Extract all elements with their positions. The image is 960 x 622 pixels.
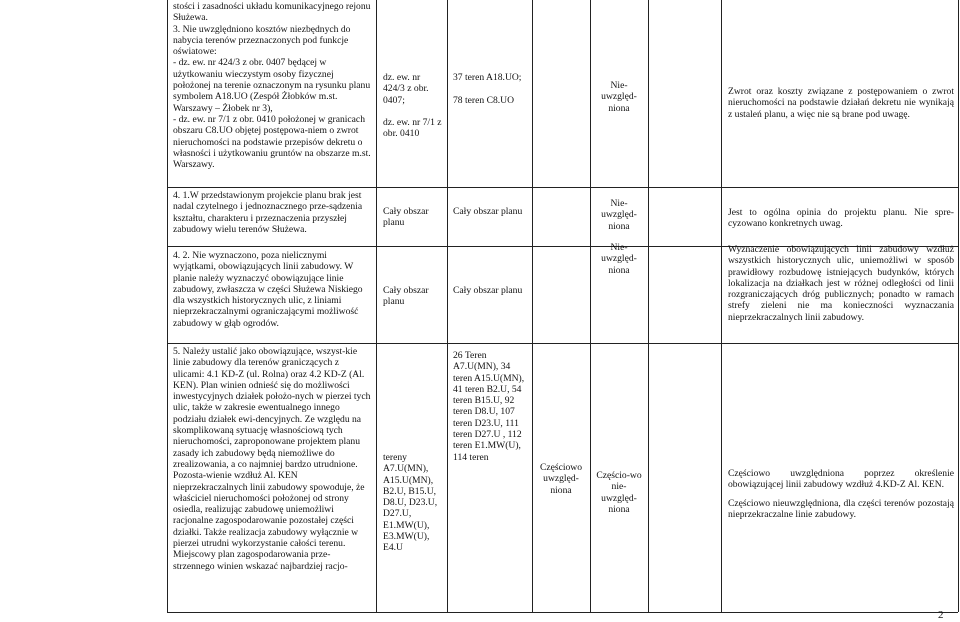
council-decision-2: Nie-uwzględ-niona xyxy=(601,198,637,232)
council-decision-1: Nie-uwzględ-niona xyxy=(601,80,637,114)
remarks-4b: Częściowo nieuwzględniona, dla części terenów pozostają nieprzekraczalne linie zabudowy. xyxy=(728,498,954,521)
column-divider xyxy=(167,0,168,612)
council-decision-4: Częścio-wo nie-uwzględ-niona xyxy=(596,470,642,515)
row-divider xyxy=(167,612,958,613)
remarks-3: Wyznaczenie obowiązujących linii zabudowy wzdłuż wszystkich historycznych ulic, uniemożliwi w sposób prawidłowy rozbudowę istniejących budynków, których lokalizacja na działkach jest w różnej odległości od linii rozgraniczających dróg publicznych; ponadto w ramach strefy zieleni nie ma konieczności wyznaczania nieprzekraczalnych linii zabudowy. xyxy=(728,244,954,323)
column-divider xyxy=(648,0,649,612)
column-divider xyxy=(376,0,377,612)
parcel-ref-3: Cały obszar planu xyxy=(383,285,429,308)
comment-text-2: 4. 1.W przedstawionym projekcie planu brak jest nadal czytelnego i jednoznacznego prze-sądzenia kształtu, charakteru i przeznaczenia przyszłej zabudowy wielu terenów Służewa. xyxy=(173,190,363,235)
comment-text-3: 4. 2. Nie wyznaczono, poza nielicznymi wyjątkami, obowiązujących linii zabudowy. W planie należy wyznaczyć obowiązujące linie zabudowy, zwłaszcza w części Służewa Niskiego dla wszystkich historycznych ulic, z liniami nieprzekraczalnymi ograniczającymi możliwość zabudowy w głąb ogrodów. xyxy=(173,250,363,329)
column-divider xyxy=(721,0,722,612)
row-divider xyxy=(167,343,958,344)
parcel-ref-1: dz. ew. nr 424/3 z obr. 0407; dz. ew. nr 7/1 z obr. 0410 xyxy=(383,72,442,140)
parcel-ref-2: Cały obszar planu xyxy=(383,206,429,229)
column-divider xyxy=(532,0,533,612)
plan-area-2: Cały obszar planu xyxy=(453,206,523,217)
comment-text-4: 5. Należy ustalić jako obowiązujące, wszyst-kie linie zabudowy dla terenów graniczących z ulicami: 4.1 KD-Z (ul. Rolna) oraz 4.2 KD-Z (Al. KEN). Plan winien odnieść się do możliwości inwestycyjnych działek położo-nych w pierzei tych ulic, także w zakresie ewentualnego innego podziału działek ewi-dencyjnych. Ze względu na skomplikowaną sytuację własnościową tych nieruchomości, zaproponowane projektem planu zasady ich zabudowy będą niemożliwe do zrealizowania, a co najmniej bardzo utrudnione. Pozosta-wienie wzdłuż Al. KEN nieprzekraczalnych linii zabudowy spowoduje, że właściciel nieruchomości położonej od strony osiedla, realizując zabudowę uniemożliwi racjonalne zagospodarowanie pozostałej części działki. Także realizacja zabudowy wyłącznie w pierzei utrudni wykorzystanie całości terenu. Miejscowy plan zagospodarowania prze-strzennego winien wskazać najbardziej racjo- xyxy=(173,346,371,572)
remarks-4a: Częściowo uwzględniona poprzez określenie obowiązującej linii zabudowy wzdłuż 4.KD-Z Al. KEN. xyxy=(728,468,954,491)
plan-area-4: 26 Teren A7.U(MN), 34 teren A15.U(MN), 41 teren B2.U, 54 teren B15.U, 92 teren D8.U, 107 teren D23.U, 111 teren D27.U , 112 teren E1.MW(U), 114 teren xyxy=(453,350,525,463)
row-divider xyxy=(167,187,958,188)
column-divider xyxy=(590,0,591,612)
page-number: 2 xyxy=(938,609,944,621)
remarks-2: Jest to ogólna opinia do projektu planu. Nie spre-cyzowano konkretnych uwag. xyxy=(728,207,954,230)
remarks-1: Zwrot oraz koszty związane z postępowaniem o zwrot nieruchomości na podstawie działań dekretu nie wynikają z ustaleń planu, a więc nie są brane pod uwagę. xyxy=(728,86,954,120)
mayor-decision-4: Częściowo uwzględ-niona xyxy=(539,462,583,496)
column-divider xyxy=(447,0,448,612)
plan-area-1: 37 teren A18.UO; 78 teren C8.UO xyxy=(453,72,522,106)
plan-area-3: Cały obszar planu xyxy=(453,285,523,296)
parcel-ref-4: tereny A7.U(MN), A15.U(MN), B2.U, B15.U, D8.U, D23.U, D27.U, E1.MW(U), E3.MW(U), E4.U xyxy=(383,452,438,554)
comment-text-1: stości i zasadności układu komunikacyjnego rejonu Służewa. 3. Nie uwzględniono kosztów niezbędnych do nabycia terenów przeznaczonych pod funkcje oświatowe: - dz. ew. nr 424/3 z obr. 0407 będącej w użytkowaniu wieczystym osoby fizycznej położonej na terenie oznaczonym na rysunku planu symbolem A18.UO (Zespół Żłobków m.st. Warszawy – Żłobek nr 3), - dz. ew. nr 7/1 z obr. 0410 położonej w granicach obszaru C8.UO objętej postępowa-niem o zwrot nieruchomości na podstawie przepisów dekretu o własności i użytkowaniu gruntów na obszarze m.st. Warszawy. xyxy=(173,1,371,171)
column-divider xyxy=(958,0,959,612)
council-decision-3: Nie-uwzględ-niona xyxy=(601,242,637,276)
